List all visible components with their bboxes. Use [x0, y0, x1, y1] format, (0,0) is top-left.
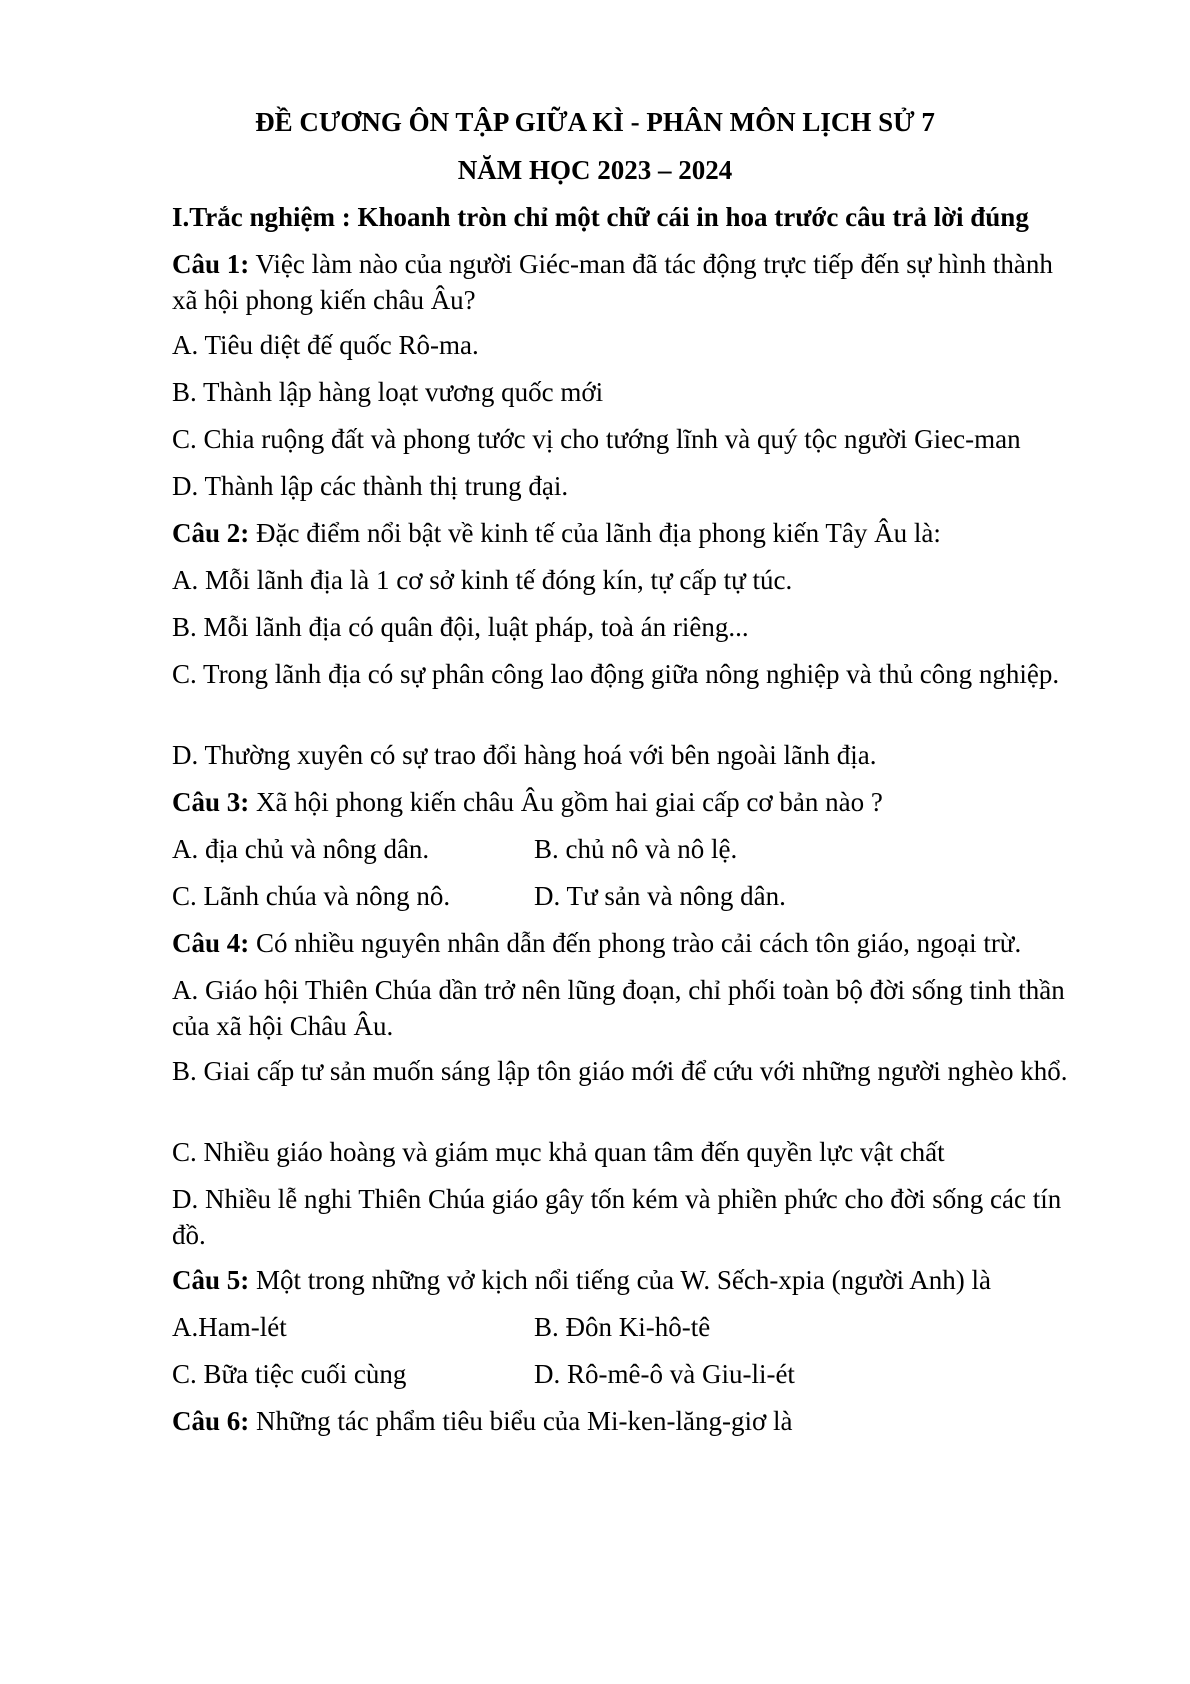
question-1-option-a: A. Tiêu diệt đế quốc Rô-ma. — [172, 330, 479, 360]
question-4-option-c: C. Nhiều giáo hoàng và giám mục khả quan tâm đến quyền lực vật chất — [172, 1137, 945, 1167]
question-4-option-d: D. Nhiều lễ nghi Thiên Chúa giáo gây tốn kém và phiền phức cho đời sống các tín đồ. — [172, 1184, 1062, 1250]
question-text: Có nhiều nguyên nhân dẫn đến phong trào cải cách tôn giáo, ngoại trừ. — [249, 928, 1022, 958]
question-5-options-row-1 — [172, 1309, 1072, 1345]
question-3-option-d: D. Tư sản và nông dân. — [534, 881, 786, 911]
question-1-option-b: B. Thành lập hàng loạt vương quốc mới — [172, 377, 604, 407]
question-label: Câu 1: — [172, 249, 250, 279]
question-text: Những tác phẩm tiêu biểu của Mi-ken-lăng-giơ là — [249, 1406, 793, 1436]
document-title: ĐỀ CƯƠNG ÔN TẬP GIỮA KÌ - PHÂN MÔN LỊCH SỬ 7 — [255, 107, 935, 137]
question-text: Xã hội phong kiến châu Âu gồm hai giai cấp cơ bản nào ? — [249, 787, 883, 817]
question-1-option-d: D. Thành lập các thành thị trung đại. — [172, 471, 569, 501]
question-5-option-d: D. Rô-mê-ô và Giu-li-ét — [534, 1359, 795, 1389]
question-5-options-row-2 — [172, 1356, 1072, 1392]
question-3 — [172, 784, 1072, 820]
question-2-option-b: B. Mỗi lãnh địa có quân đội, luật pháp, toà án riêng... — [172, 612, 749, 642]
question-5-option-a: A.Ham-lét — [172, 1312, 287, 1342]
question-4 — [172, 925, 1072, 961]
question-5-option-b: B. Đôn Ki-hô-tê — [534, 1312, 711, 1342]
question-3-option-c: C. Lãnh chúa và nông nô. — [172, 881, 451, 911]
question-1-option-c: C. Chia ruộng đất và phong tước vị cho tướng lĩnh và quý tộc người Giec-man — [172, 424, 1021, 454]
question-3-options-row-2 — [172, 878, 1072, 914]
question-2 — [172, 515, 1072, 551]
question-label: Câu 4: — [172, 928, 250, 958]
school-year: NĂM HỌC 2023 – 2024 — [457, 155, 733, 185]
question-5-option-c: C. Bữa tiệc cuối cùng — [172, 1359, 407, 1389]
question-2-option-a: A. Mỗi lãnh địa là 1 cơ sở kinh tế đóng kín, tự cấp tự túc. — [172, 565, 793, 595]
section-heading: I.Trắc nghiệm : Khoanh tròn chỉ một chữ cái in hoa trước câu trả lời đúng — [172, 202, 1029, 232]
question-text: Một trong những vở kịch nổi tiếng của W. Sếch-xpia (người Anh) là — [249, 1265, 991, 1295]
question-6 — [172, 1403, 1072, 1439]
question-1 — [172, 246, 1072, 318]
question-label: Câu 5: — [172, 1265, 250, 1295]
question-2-option-c: C. Trong lãnh địa có sự phân công lao động giữa nông nghiệp và thủ công nghiệp. — [172, 659, 1060, 689]
question-label: Câu 2: — [172, 518, 250, 548]
question-3-option-b: B. chủ nô và nô lệ. — [534, 834, 738, 864]
question-label: Câu 3: — [172, 787, 250, 817]
question-text: Việc làm nào của người Giéc-man đã tác động trực tiếp đến sự hình thành xã hội phong kiến châu Âu? — [172, 249, 1053, 315]
question-label: Câu 6: — [172, 1406, 250, 1436]
question-5 — [172, 1262, 1072, 1298]
question-4-option-a: A. Giáo hội Thiên Chúa dần trở nên lũng đoạn, chỉ phối toàn bộ đời sống tinh thần của xã hội Châu Âu. — [172, 975, 1065, 1041]
question-4-option-b: B. Giai cấp tư sản muốn sáng lập tôn giáo mới để cứu với những người nghèo khổ. — [172, 1056, 1068, 1086]
question-3-option-a: A. địa chủ và nông dân. — [172, 834, 430, 864]
question-2-option-d: D. Thường xuyên có sự trao đổi hàng hoá với bên ngoài lãnh địa. — [172, 740, 877, 770]
question-3-options-row-1 — [172, 831, 1072, 867]
question-text: Đặc điểm nổi bật về kinh tế của lãnh địa phong kiến Tây Âu là: — [249, 518, 941, 548]
